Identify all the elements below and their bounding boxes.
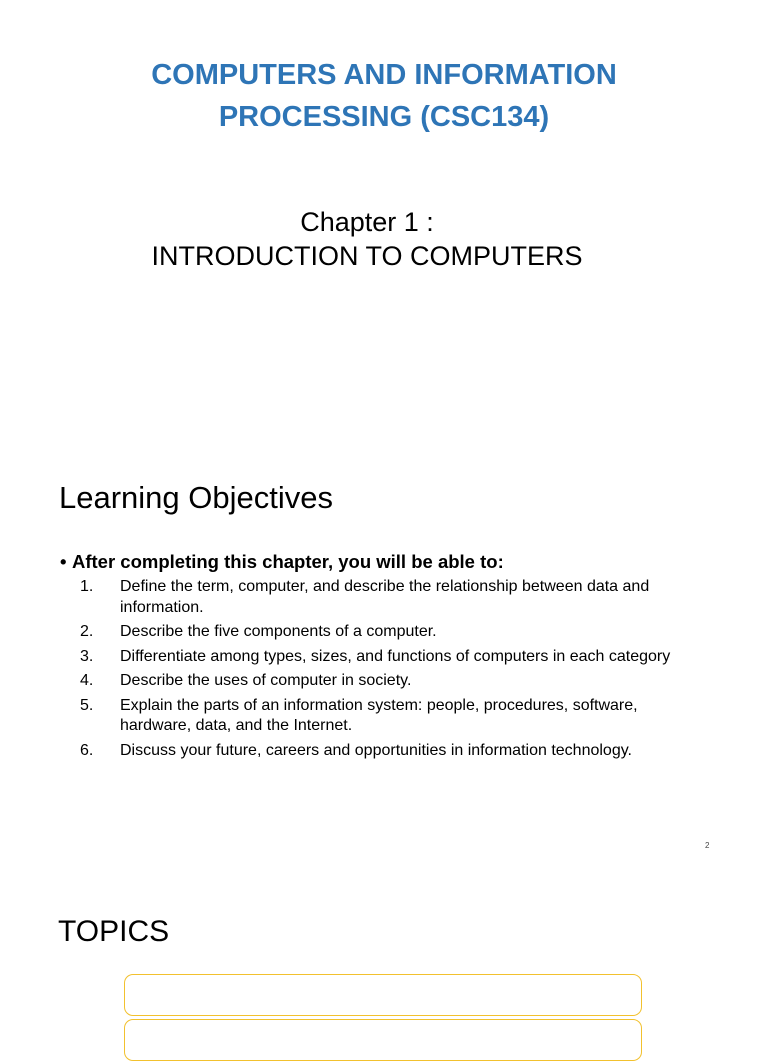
objective-text: Define the term, computer, and describe the relationship between data and information. (120, 578, 650, 616)
objectives-heading: Learning Objectives (59, 480, 333, 515)
topics-heading: TOPICS (58, 915, 170, 948)
objective-item (80, 577, 710, 618)
bullet-icon: • (60, 551, 67, 572)
course-title-line-2: PROCESSING (CSC134) (218, 101, 550, 133)
course-title (0, 54, 768, 138)
objective-text: Differentiate among types, sizes, and functions of computers in each category (120, 647, 671, 665)
topics-slide (0, 860, 768, 1024)
page-number: 2 (705, 841, 710, 850)
objective-number: 4. (80, 672, 94, 689)
objective-text: Discuss your future, careers and opportunities in information technology. (120, 741, 632, 759)
topic-box (124, 974, 642, 1016)
objective-text: Explain the parts of an information system: people, procedures, software, hardware, data, and the Internet. (120, 696, 638, 734)
objective-number: 2. (80, 623, 94, 640)
objective-item (80, 696, 710, 737)
topic-box (124, 1019, 642, 1061)
course-title-line-1: COMPUTERS AND INFORMATION (151, 59, 617, 91)
objective-item (80, 647, 710, 668)
objectives-intro-text: After completing this chapter, you will be able to: (72, 551, 504, 572)
chapter-heading (0, 205, 734, 273)
objective-number: 5. (80, 696, 94, 714)
objective-number: 6. (80, 741, 94, 759)
learning-objectives-slide (0, 440, 768, 860)
objective-number: 1. (80, 578, 94, 595)
objectives-intro (60, 550, 504, 574)
title-slide (0, 0, 768, 440)
chapter-title: INTRODUCTION TO COMPUTERS (151, 241, 583, 271)
objective-item (80, 622, 710, 643)
objective-item (80, 741, 710, 762)
chapter-label: Chapter 1 : (300, 207, 434, 237)
objective-number: 3. (80, 647, 94, 665)
objective-text: Describe the uses of computer in society. (120, 672, 412, 689)
objective-text: Describe the five components of a computer. (120, 623, 437, 640)
objective-item (80, 671, 710, 692)
objectives-list (80, 577, 710, 765)
